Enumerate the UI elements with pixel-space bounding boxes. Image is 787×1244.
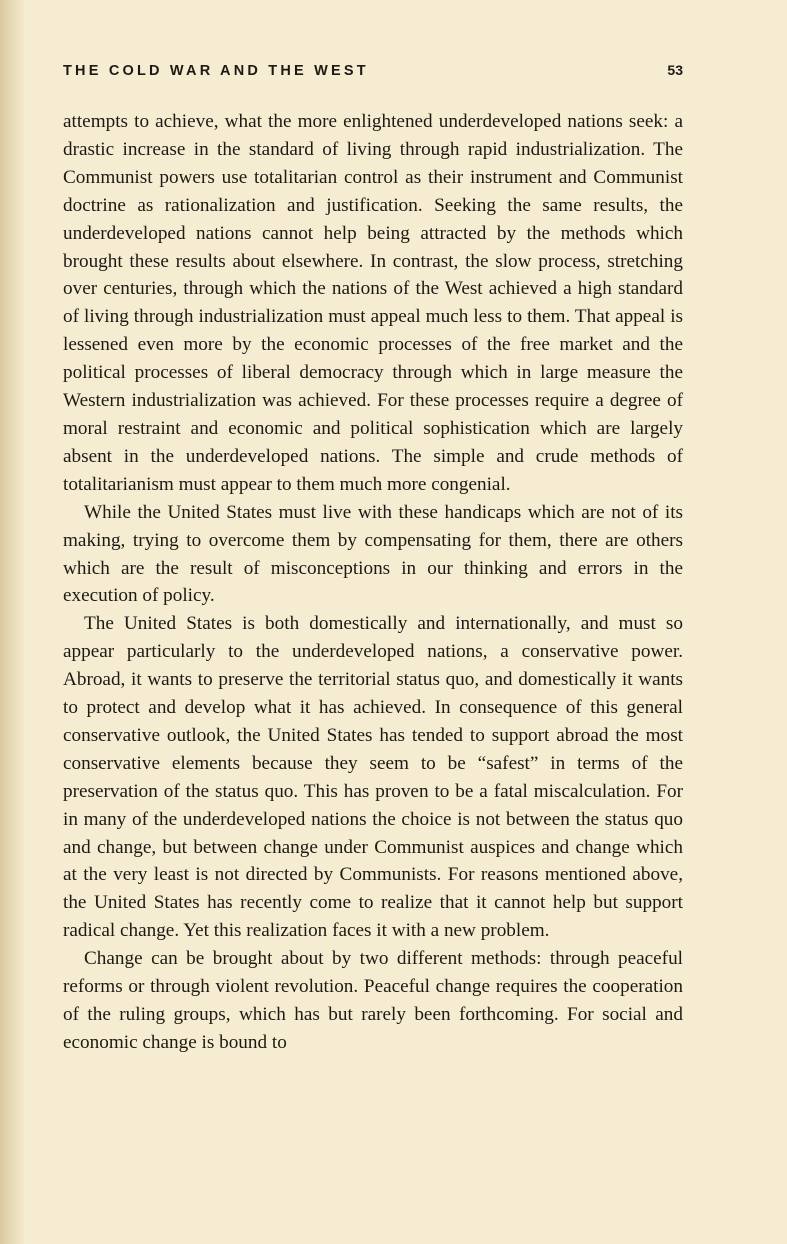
book-gutter-shadow <box>0 0 26 1244</box>
paragraph: Change can be brought about by two different methods: through peaceful reforms or through violent revolution. Peaceful change requires the cooperation of the ruling groups, which has but rarely been forthcoming. For social and economic change is bound to <box>63 948 683 1053</box>
paragraph: The United States is both domestically and internationally, and must so appear particularly to the underdeveloped nations, a conservative power. Abroad, it wants to preserve the territorial status quo, and domestically it wants to protect and develop what it has achieved. In consequence of this general conservative outlook, the United States has tended to support abroad the most conservative elements because they seem to be “safest” in terms of the preservation of the status quo. This has proven to be a fatal miscalculation. For in many of the underdeveloped nations the choice is not between the status quo and change, but between change under Communist auspices and change which at the very least is not directed by Communists. For reasons mentioned above, the United States has recently come to realize that it cannot help but support radical change. Yet this realization faces it with a new problem. <box>63 613 683 942</box>
body-text <box>63 108 683 1057</box>
running-head-title: THE COLD WAR AND THE WEST <box>63 63 369 79</box>
book-page <box>63 62 683 1057</box>
paragraph: While the United States must live with these handicaps which are not of its making, trying to overcome them by compensating for them, there are others which are the result of misconceptions in our thinking and errors in the execution of policy. <box>63 501 683 607</box>
running-head <box>63 62 683 92</box>
paragraph: attempts to achieve, what the more enlightened underdeveloped nations seek: a drastic increase in the standard of living through rapid industrialization. The Communist powers use totalitarian control as their instrument and Communist doctrine as rationalization and justification. Seeking the same results, the underdeveloped nations cannot help being attracted by the methods which brought these results about elsewhere. In contrast, the slow process, stretching over centuries, through which the nations of the West achieved a high standard of living through industrialization must appeal much less to them. That appeal is lessened even more by the economic processes of the free market and the political processes of liberal democracy through which in large measure the Western industrialization was achieved. For these processes require a degree of moral restraint and economic and political sophistication which are largely absent in the underdeveloped nations. The simple and crude methods of totalitarianism must appear to them much more congenial. <box>63 111 683 495</box>
page-number: 53 <box>667 62 683 78</box>
